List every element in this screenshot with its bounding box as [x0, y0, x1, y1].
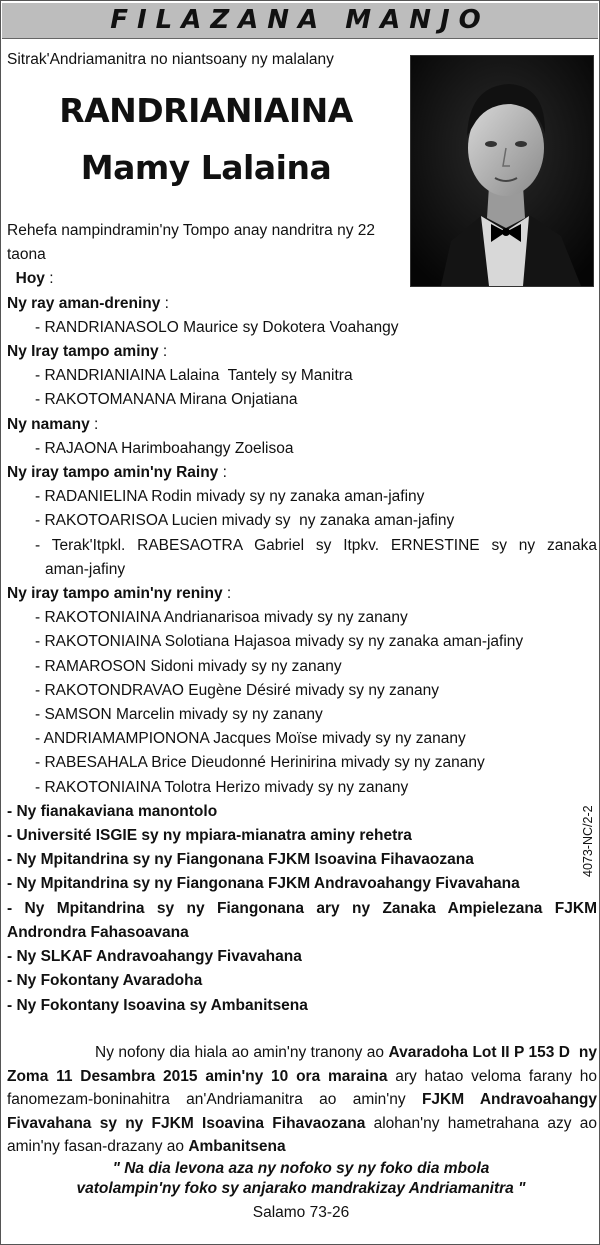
mourner-name: RAKOTONIAINA Tolotra Herizo mivady sy ny zanany [44, 778, 409, 796]
mourner-item: - RAKOTONIAINA Andrianarisoa mivady sy ny zanany [35, 609, 408, 627]
group-heading-text: Ny namany [7, 415, 90, 433]
funeral-paragraph [7, 1041, 597, 1159]
mourner-item: - RAKOTONIAINA Tolotra Herizo mivady sy ny zanany [35, 778, 409, 796]
mourner-name: RANDRIANIAINA Lalaina Tantely sy Manitra [44, 367, 353, 385]
quote-line: vatolampin'ny foko sy anjarako mandrakizay Andriamanitra " [76, 1180, 526, 1197]
mourner-item: - RAMAROSON Sidoni mivady sy ny zanany [35, 657, 342, 675]
funeral-address: Avaradoha Lot II P 153 D [388, 1044, 571, 1061]
banner-title: FILAZANA MANJO [110, 5, 490, 35]
deceased-surname: RANDRIANIAINA [59, 91, 353, 130]
mourner-item: - RAKOTOARISOA Lucien mivady sy ny zanaka aman-jafiny [35, 512, 455, 530]
group-heading-text: Ny Iray tampo aminy [7, 343, 159, 361]
burial-place: Ambanitsena [188, 1138, 286, 1155]
announcement-line: Rehefa nampindramin'ny Tompo anay nandritra ny 22 [7, 222, 376, 239]
notice-body [7, 219, 597, 1018]
mourner-name: RAKOTONDRAVAO Eugène Désiré mivady sy ny zanany [44, 681, 440, 699]
funeral-churches: FJKM Andravoahangy Fivavahana sy ny FJKM Isoavina Fihavaozana [7, 1091, 598, 1132]
mourner-item: - RADANIELINA Rodin mivady sy ny zanaka aman-jafiny [35, 488, 425, 506]
mourner-name: RANDRIANASOLO Maurice sy Dokotera Voahangy [44, 318, 399, 336]
other-mourner: - Ny Mpitandrina sy ny Fiangonana FJKM Isoavina Fihavaozana [7, 851, 474, 869]
notice-banner [2, 3, 598, 39]
mourner-name: RAKOTOMANANA Mirana Onjatiana [44, 391, 298, 409]
funeral-details [7, 1041, 597, 1159]
group-heading: Ny Iray tampo aminy : [7, 343, 168, 361]
mourner-name: SAMSON Marcelin mivady sy ny zanany [44, 706, 323, 724]
group-heading-text: Ny iray tampo amin'ny Rainy [7, 464, 219, 482]
other-mourner-continued: Androndra Fahasoavana [7, 923, 189, 941]
mourner-name: RAKOTONIAINA Andrianarisoa mivady sy ny zanany [44, 609, 408, 627]
mourner-item: - Terak'Itpkl. RABESAOTRA Gabriel sy Itpkv. ERNESTINE sy ny zanaka [35, 536, 597, 554]
funeral-date: ny Zoma 11 Desambra 2015 amin'ny 10 ora maraina [7, 1044, 597, 1085]
mourner-name: RADANIELINA Rodin mivady sy ny zanaka aman-jafiny [44, 488, 425, 506]
mourner-name: Terak'Itpkl. RABESAOTRA Gabriel sy Itpkv. ERNESTINE sy ny zanaka [51, 536, 597, 554]
other-mourner: - Université ISGIE sy ny mpiara-mianatra aminy rehetra [7, 827, 412, 845]
hoy-label: Hoy [15, 270, 45, 288]
other-mourner: - Ny Fokontany Isoavina sy Ambanitsena [7, 996, 308, 1014]
mourner-item: - RABESAHALA Brice Dieudonné Herinirina mivady sy ny zanany [35, 754, 485, 772]
other-mourner: - Ny SLKAF Andravoahangy Fivavahana [7, 948, 302, 966]
other-mourner: - Ny Mpitandrina sy ny Fiangonana FJKM Andravoahangy Fivavahana [7, 875, 520, 893]
group-heading: Ny iray tampo amin'ny Rainy : [7, 464, 227, 482]
mourner-item-continued: aman-jafiny [45, 560, 126, 578]
deceased-given-names: Mamy Lalaina [80, 148, 332, 187]
mourner-name: RAJAONA Harimboahangy Zoelisoa [44, 439, 294, 457]
mourner-item: - SAMSON Marcelin mivady sy ny zanany [35, 706, 323, 724]
other-mourner: - Ny Fokontany Avaradoha [7, 972, 203, 990]
hoy-line [7, 267, 597, 291]
mourner-item: - RAKOTOMANANA Mirana Onjatiana [35, 391, 298, 409]
mourner-item: - RAJAONA Harimboahangy Zoelisoa [35, 439, 294, 457]
scripture-quote [1, 1159, 600, 1199]
quote-line: " Na dia levona aza ny nofoko sy ny foko dia mbola [112, 1160, 490, 1177]
funeral-text: Ny nofony dia hiala ao amin'ny tranony ao [95, 1044, 389, 1061]
mourner-name: RAKOTOARISOA Lucien mivady sy ny zanaka aman-jafiny [44, 512, 455, 530]
funeral-text [570, 1044, 579, 1061]
mourner-item: - RANDRIANASOLO Maurice sy Dokotera Voahangy [35, 318, 399, 336]
funeral-text: alohan'ny hametrahana azy ao amin'ny fasan-drazany ao [7, 1114, 597, 1155]
announcement-line: taona [7, 246, 46, 264]
mourner-item: - ANDRIAMAMPIONONA Jacques Moïse mivady sy ny zanany [35, 730, 466, 748]
mourner-item: - RAKOTONDRAVAO Eugène Désiré mivady sy ny zanany [35, 681, 440, 699]
other-mourner: - Ny fianakaviana manontolo [7, 802, 218, 820]
reference-code: 4073-NC/2-2 [581, 805, 595, 877]
group-heading: Ny namany : [7, 415, 99, 433]
mourner-name: RAMAROSON Sidoni mivady sy ny zanany [44, 657, 342, 675]
mourner-name: RABESAHALA Brice Dieudonné Herinirina mivady sy ny zanany [44, 754, 485, 772]
group-heading-text: Ny iray tampo amin'ny reniny [7, 585, 223, 603]
other-mourner: - Ny Mpitandrina sy ny Fiangonana ary ny Zanaka Ampielezana FJKM [7, 899, 597, 917]
group-heading: Ny iray tampo amin'ny reniny : [7, 585, 232, 603]
mourner-item: - RAKOTONIAINA Solotiana Hajasoa mivady sy ny zanaka aman-jafiny [35, 633, 524, 651]
scripture-reference: Salamo 73-26 [252, 1204, 350, 1221]
group-heading: Ny ray aman-dreniny : [7, 294, 169, 312]
hoy-colon: : [44, 270, 54, 288]
intro-text: Sitrak'Andriamanitra no niantsoany ny malalany [7, 51, 334, 68]
funeral-text: ary hatao veloma farany ho fanomezam-boninahitra an'Andriamanitra ao amin'ny [7, 1067, 597, 1108]
mourner-item: - RANDRIANIAINA Lalaina Tantely sy Manitra [35, 367, 353, 385]
mourner-name: RAKOTONIAINA Solotiana Hajasoa mivady sy ny zanaka aman-jafiny [44, 633, 524, 651]
mourner-name: ANDRIAMAMPIONONA Jacques Moïse mivady sy ny zanany [43, 730, 466, 748]
group-heading-text: Ny ray aman-dreniny [7, 294, 161, 312]
